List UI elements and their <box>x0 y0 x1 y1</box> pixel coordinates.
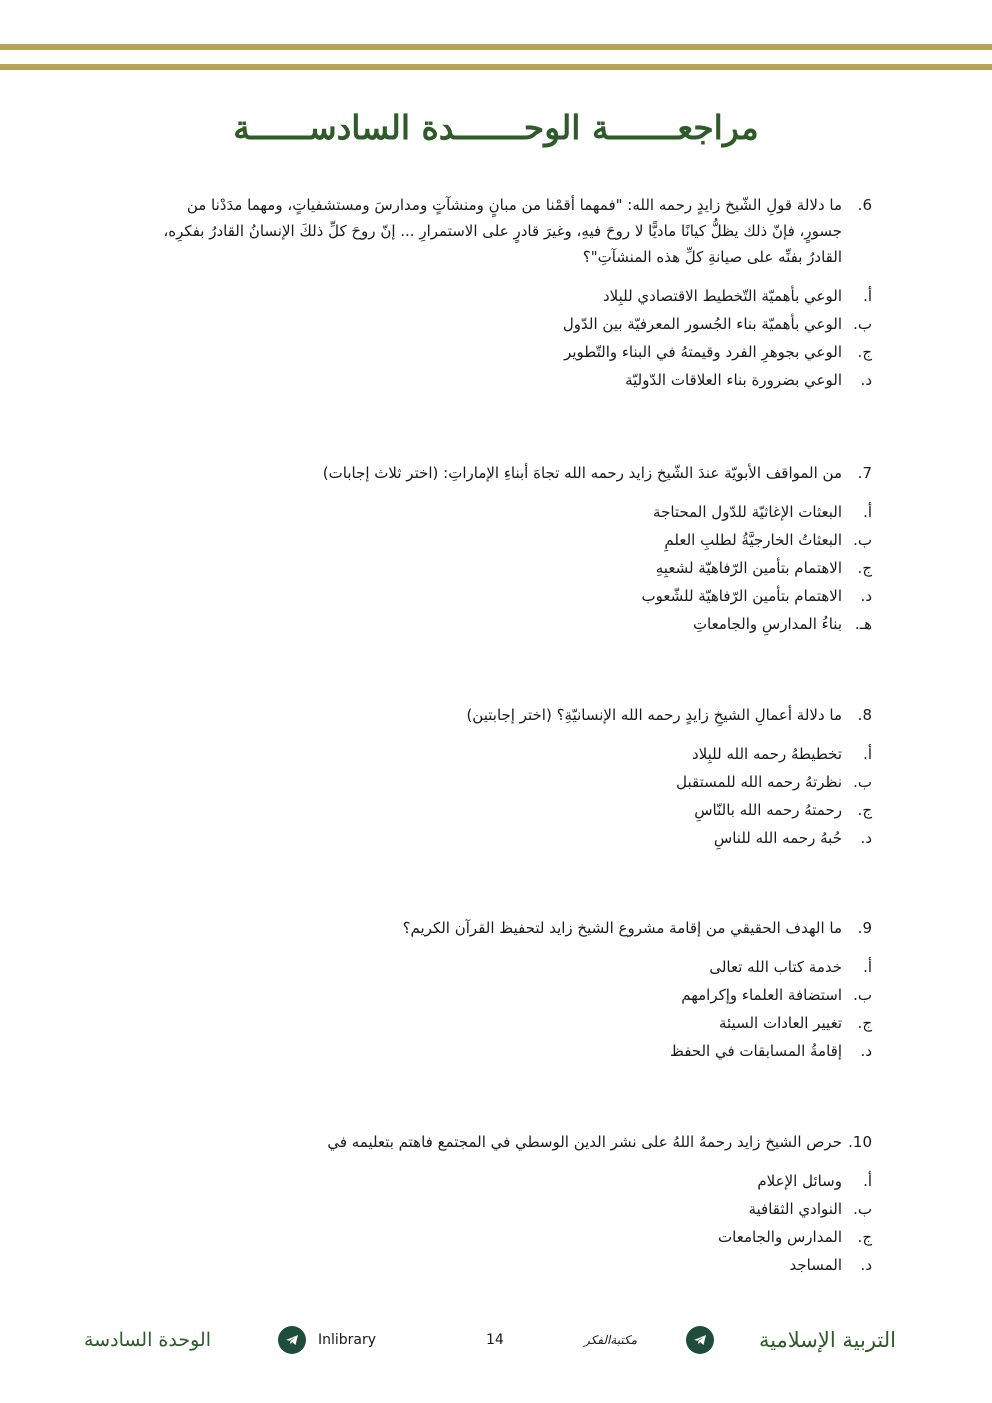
question-6 <box>146 192 872 394</box>
telegram-icon[interactable] <box>686 1326 714 1354</box>
option-text: تخطيطهُ رحمه الله للبِلاد <box>691 745 842 763</box>
option[interactable] <box>146 768 872 796</box>
option[interactable] <box>146 1037 872 1065</box>
option-label: ب. <box>853 773 872 791</box>
option-text: البعثاتُ الخارجيَّةُ لطلبِ العلمِ <box>664 531 842 549</box>
question-text: ما الهدف الحقيقي من إقامة مشروع الشيخ زايد لتحفيظ القرآن الكريم؟ <box>402 919 842 937</box>
top-rule-2 <box>0 64 992 70</box>
page-footer <box>0 1322 992 1362</box>
option-label: أ. <box>863 1172 872 1190</box>
option-label: د. <box>860 587 872 605</box>
option-label: د. <box>860 829 872 847</box>
top-rule-1 <box>0 44 992 50</box>
option-text: الوعي بضرورة بناء العلاقات الدّوليّة <box>625 371 842 389</box>
option[interactable] <box>146 796 872 824</box>
telegram-icon[interactable] <box>278 1326 306 1354</box>
options-list <box>146 282 872 394</box>
option[interactable] <box>146 824 872 852</box>
option-label: ج. <box>857 801 872 819</box>
question-text: ما دلالة أعمالِ الشيخِ زايدٍ رحمه الله الإنسانيّةِ؟ (اختر إجابتين) <box>466 706 842 724</box>
page-title: مراجعـــــــة الوحـــــــدة السادســــــة <box>233 108 759 147</box>
question-number: 9. <box>857 919 872 937</box>
option-label: ب. <box>853 315 872 333</box>
option[interactable] <box>146 554 872 582</box>
option-label: ج. <box>857 559 872 577</box>
option-label: هـ. <box>854 615 872 633</box>
option[interactable] <box>146 338 872 366</box>
option-label: د. <box>860 1256 872 1274</box>
option-text: خدمة كتاب الله تعالى <box>709 958 842 976</box>
option-label: أ. <box>863 287 872 305</box>
option-label: ج. <box>857 1228 872 1246</box>
question-number: 6. <box>857 196 872 214</box>
option-text: الوعي بأهميّة بناء الجُسور المعرفيّة بين الدّول <box>562 315 842 333</box>
question-9 <box>146 915 872 1065</box>
option-text: المدارس والجامعات <box>718 1228 842 1246</box>
option-text: حُبهُ رحمه الله للناسِ <box>713 829 842 847</box>
footer-maktaba-logo: مكتبةالفكر <box>584 1333 638 1347</box>
option-text: المساجد <box>789 1256 842 1274</box>
option-label: أ. <box>863 503 872 521</box>
option[interactable] <box>146 310 872 338</box>
option-text: الاهتمام بتأمين الرّفاهيّة لشعبِهِ <box>655 559 842 577</box>
option-text: الوعي بأهميّة التّخطيط الاقتصادي للبِلاد <box>602 287 842 305</box>
option[interactable] <box>146 1195 872 1223</box>
option[interactable] <box>146 282 872 310</box>
option[interactable] <box>146 740 872 768</box>
option[interactable] <box>146 1167 872 1195</box>
option-text: الاهتمام بتأمين الرّفاهيّة للشّعوب <box>641 587 842 605</box>
option-text: وسائل الإعلام <box>757 1172 842 1190</box>
option-label: د. <box>860 1042 872 1060</box>
option-label: ب. <box>853 531 872 549</box>
option[interactable] <box>146 526 872 554</box>
option-text: البعثات الإغاثيّة للدّول المحتاجة <box>653 503 842 521</box>
option-text: بناءُ المدارسِ والجامعاتِ <box>692 615 842 633</box>
option-label: ج. <box>857 1014 872 1032</box>
option[interactable] <box>146 610 872 638</box>
option-text: تغيير العادات السيئة <box>718 1014 842 1032</box>
question-text: حرص الشيخ زايد رحمهُ اللهُ على نشر الدين الوسطي في المجتمع فاهتم بتعليمه في <box>327 1133 842 1151</box>
option-text: إقامةُ المسابقات في الحفظ <box>669 1042 842 1060</box>
question-10 <box>146 1129 872 1279</box>
question-text: من المواقف الأبويّة عندَ الشّيخ زايد رحمه الله تجاهَ أبناءِ الإماراتِ: (اختر ثلاث إجابات) <box>322 464 842 482</box>
footer-subject: التربية الإسلامية <box>758 1328 896 1352</box>
option[interactable] <box>146 582 872 610</box>
option-label: أ. <box>863 745 872 763</box>
footer-unit: الوحدة السادسة <box>84 1329 211 1351</box>
option-text: نظرتهُ رحمه الله للمستقبل <box>676 773 842 791</box>
option-label: ج. <box>857 343 872 361</box>
question-number: 7. <box>857 464 872 482</box>
option[interactable] <box>146 981 872 1009</box>
option[interactable] <box>146 498 872 526</box>
option-text: النوادي الثقافية <box>748 1200 842 1218</box>
option[interactable] <box>146 953 872 981</box>
option-text: رحمتهُ رحمه الله بالنّاسِ <box>694 801 842 819</box>
option[interactable] <box>146 1223 872 1251</box>
option-label: ب. <box>853 986 872 1004</box>
question-8 <box>146 702 872 852</box>
option[interactable] <box>146 1251 872 1279</box>
options-list <box>146 498 872 638</box>
option-label: د. <box>860 371 872 389</box>
question-text: ما دلالة قولِ الشّيخ زايدٍ رحمه الله: "فمهما أقمْنا من مبانٍ ومنشآتٍ ومدارسَ ومستشفياتٍ، ومهما مدَدْنا من جسورٍ، فإنّ ذلك يظلُّ كيانًا ماديًّا لا روحَ فيهِ، وغيرَ قادرٍ على الاستمرارِ ... إنّ روحَ كلِّ ذلكَ الإنسانُ القادرُ بفكرِه، القادرُ بفنِّه على صيانةِ كلِّ هذه المنشآتِ"؟ <box>163 196 842 266</box>
page-number: 14 <box>486 1332 504 1348</box>
options-list <box>146 740 872 852</box>
options-list <box>146 1167 872 1279</box>
option[interactable] <box>146 366 872 394</box>
question-7 <box>146 460 872 638</box>
footer-library[interactable]: Inlibrary <box>318 1332 377 1348</box>
question-number: 8. <box>857 706 872 724</box>
question-number: 10. <box>848 1133 872 1151</box>
option-label: ب. <box>853 1200 872 1218</box>
option[interactable] <box>146 1009 872 1037</box>
option-text: الوعي بجوهرِ الفرد وقيمتهُ في البناء والتّطوير <box>564 343 842 361</box>
option-label: أ. <box>863 958 872 976</box>
option-text: استضافة العلماء وإكرامهم <box>681 986 842 1004</box>
options-list <box>146 953 872 1065</box>
